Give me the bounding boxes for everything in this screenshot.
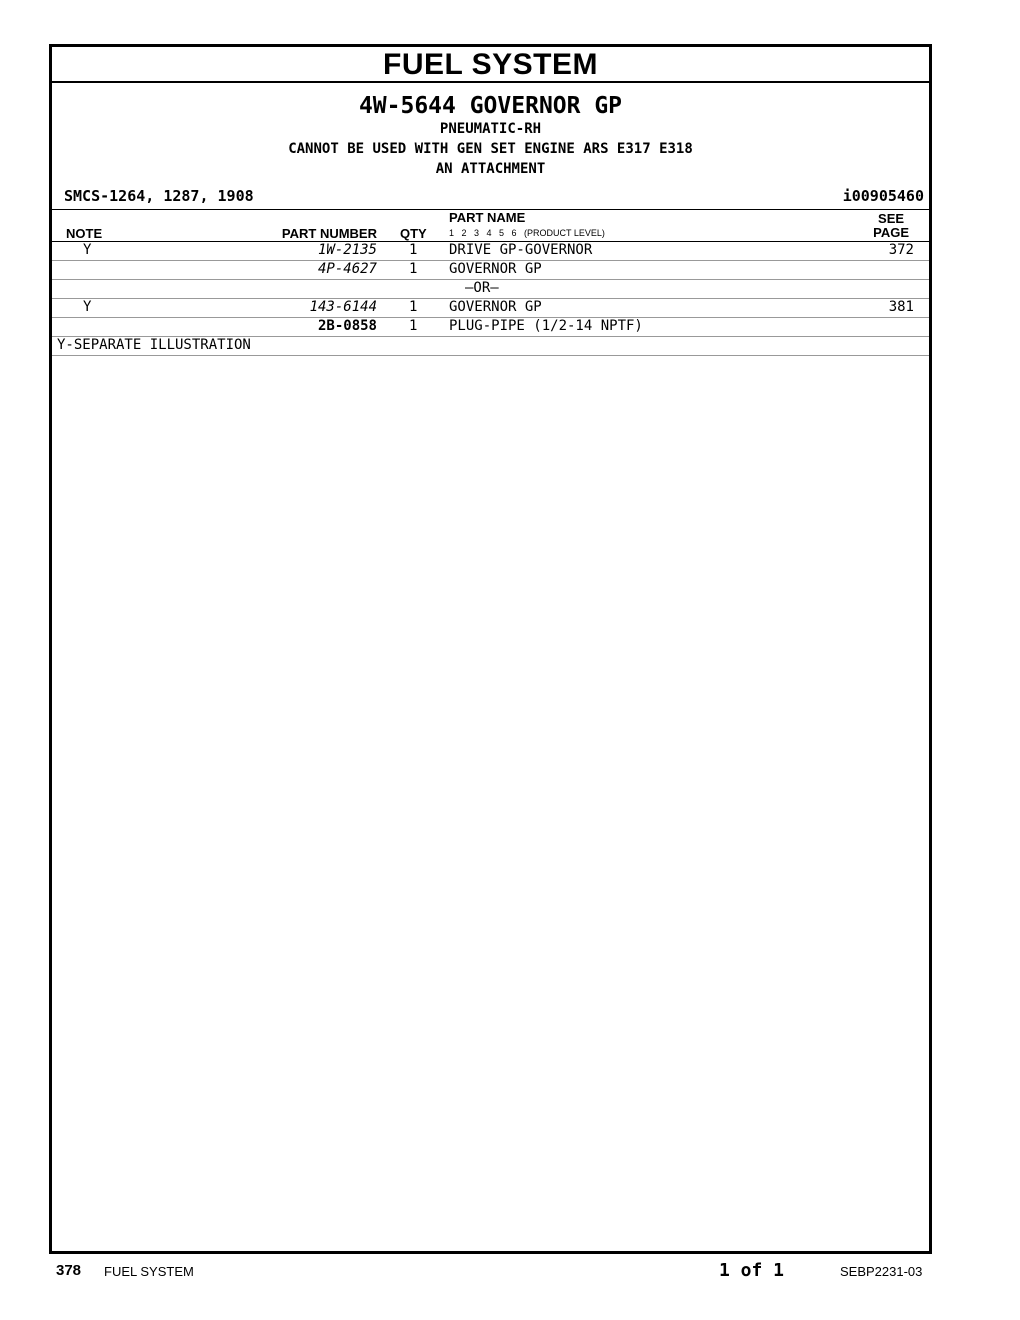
- col-page: PAGE: [873, 225, 909, 240]
- table-row: [52, 261, 929, 280]
- page-title: FUEL SYSTEM: [52, 47, 929, 83]
- row-part-number: 143-6144: [309, 299, 377, 315]
- page-frame: [49, 44, 932, 1254]
- col-see: SEE: [878, 211, 905, 226]
- row-part-number: 2B-0858: [317, 318, 377, 334]
- col-note: NOTE: [66, 226, 103, 241]
- row-note: Y: [83, 299, 92, 315]
- row-qty: 1: [409, 261, 418, 277]
- row-qty: 1: [409, 299, 418, 315]
- col-see-page: [873, 212, 909, 240]
- row-see-page: 381: [888, 299, 914, 315]
- group-subtitle-3: AN ATTACHMENT: [435, 161, 546, 177]
- table-row: [52, 318, 929, 337]
- row-part-number: 1W-2135: [317, 242, 377, 258]
- row-part-number: 4P-4627: [317, 261, 377, 277]
- col-part-number: PART NUMBER: [281, 226, 377, 241]
- table-header: [52, 210, 929, 242]
- row-part-name: GOVERNOR GP: [449, 261, 542, 277]
- footnote-text: Y-SEPARATE ILLUSTRATION: [57, 337, 251, 353]
- group-subtitle-2: CANNOT BE USED WITH GEN SET ENGINE ARS E317 E318: [288, 141, 693, 157]
- col-qty: QTY: [400, 226, 427, 241]
- row-or-separator: —OR—: [465, 280, 499, 296]
- smcs-codes: SMCS-1264, 1287, 1908: [64, 187, 254, 205]
- group-header: [52, 93, 929, 179]
- table-row: [52, 299, 929, 318]
- row-part-name: PLUG-PIPE (1/2-14 NPTF): [449, 318, 643, 334]
- footer-section: FUEL SYSTEM: [104, 1264, 194, 1279]
- row-see-page: 372: [888, 242, 914, 258]
- group-subtitle-1: PNEUMATIC-RH: [439, 121, 542, 137]
- row-qty: 1: [409, 318, 418, 334]
- page-footer: [0, 1260, 1020, 1284]
- col-part-name: PART NAME: [449, 210, 526, 225]
- footnote: [52, 337, 929, 356]
- table-row: [52, 242, 929, 261]
- meta-row: [52, 185, 929, 210]
- group-title: 4W-5644 GOVERNOR GP: [358, 93, 623, 119]
- row-qty: 1: [409, 242, 418, 258]
- col-product-levels: 1 2 3 4 5 6 (PRODUCT LEVEL): [449, 228, 605, 238]
- table-row-or: [52, 280, 929, 299]
- row-part-name: DRIVE GP-GOVERNOR: [449, 242, 593, 258]
- illustration-id: i00905460: [842, 187, 924, 205]
- footer-doc-id: SEBP2231-03: [840, 1264, 923, 1279]
- row-note: Y: [83, 242, 92, 258]
- row-part-name: GOVERNOR GP: [449, 299, 542, 315]
- footer-page-number: 378: [56, 1262, 82, 1279]
- footer-page-count: 1 of 1: [719, 1260, 785, 1281]
